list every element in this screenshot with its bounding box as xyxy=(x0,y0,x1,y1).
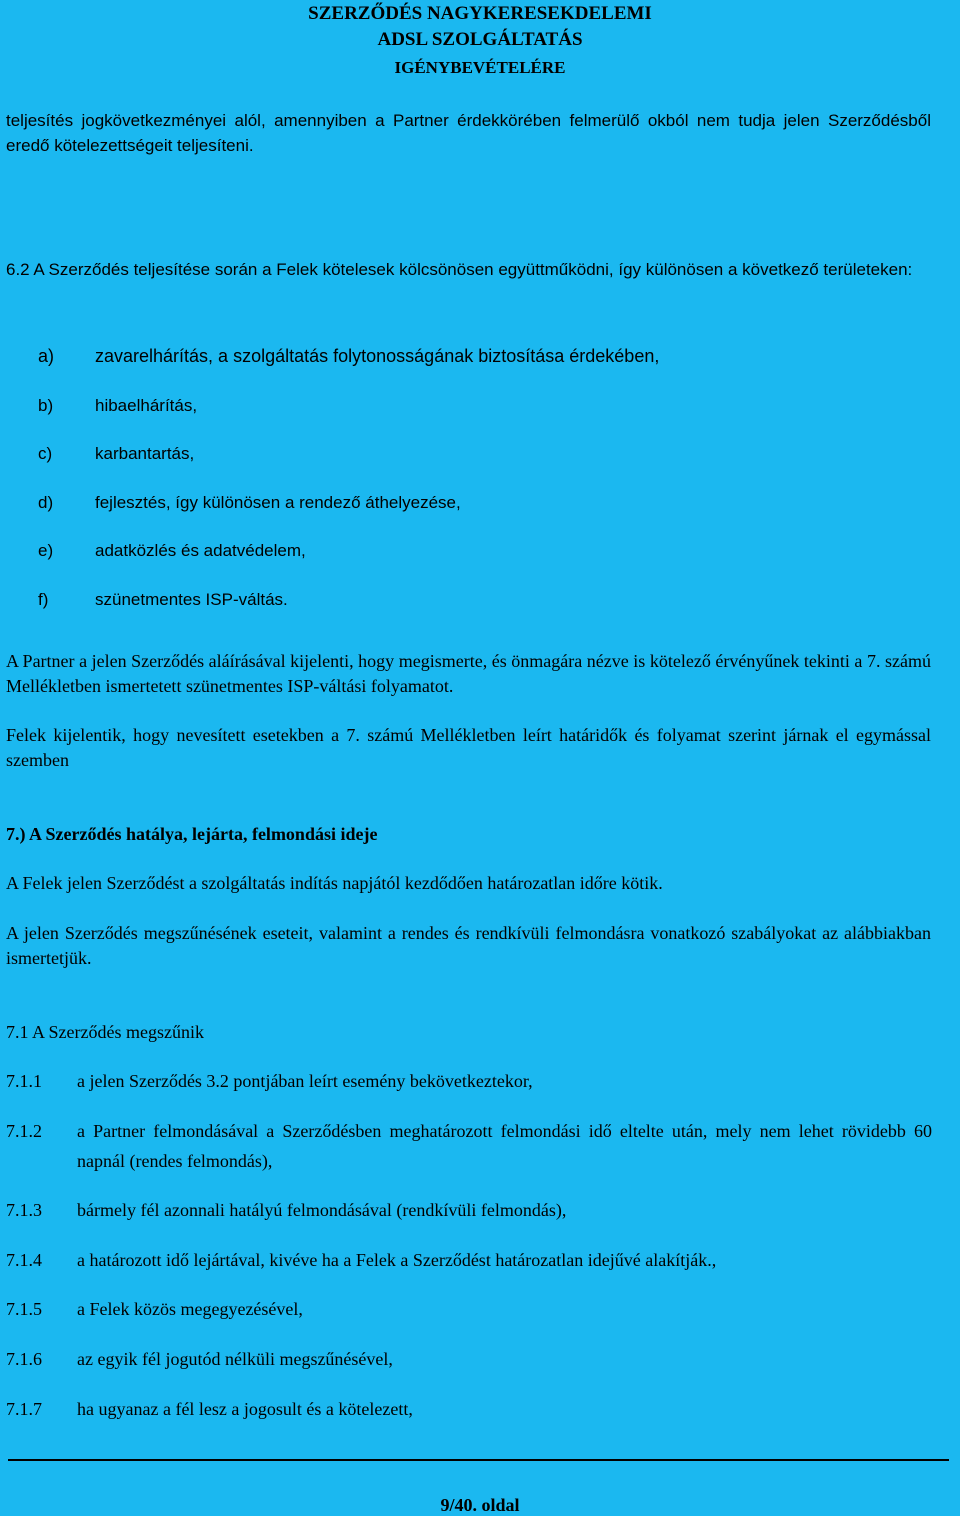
list-item: fejlesztés, így különösen a rendező áthelyezése, xyxy=(95,493,461,512)
list-item: karbantartás, xyxy=(95,444,195,463)
list-item: zavarelhárítás, a szolgáltatás folytonosságának biztosítása érdekében, xyxy=(95,346,660,366)
subsection-number: 7.1.1 xyxy=(6,1071,42,1091)
list-item: hibaelhárítás, xyxy=(95,396,198,415)
subsection-text: bármely fél azonnali hatályú felmondásával (rendkívüli felmondás), xyxy=(77,1200,567,1220)
indefinite-term-paragraph: A Felek jelen Szerződést a szolgáltatás indítás napjától kezdődően határozatlan időre kötik. xyxy=(6,873,663,893)
subsection-number: 7.1.5 xyxy=(6,1299,42,1319)
subsection-text: a Partner felmondásával a Szerződésben meghatározott felmondási idő eltelte után, mely nem lehet rövidebb 60 napnál (rendes felmondás), xyxy=(77,1121,932,1171)
list-marker: e) xyxy=(38,541,54,560)
list-item: adatközlés és adatvédelem, xyxy=(95,541,306,560)
subsection-number: 7.1.2 xyxy=(6,1121,42,1141)
list-marker: f) xyxy=(38,590,49,609)
section-6-2-paragraph: 6.2 A Szerződés teljesítése során a Felek kötelesek kölcsönösen együttműködni, így különösen a következő területeken: xyxy=(6,260,913,279)
list-marker: a) xyxy=(38,346,55,366)
felek-paragraph: Felek kijelentik, hogy nevesített esetekben a 7. számú Mellékletben leírt határidők és folyamat szerint járnak el egymással szemben xyxy=(6,725,931,770)
subsection-text: a határozott idő lejártával, kivéve ha a Felek a Szerződést határozatlan idejűvé alakítják., xyxy=(77,1250,717,1270)
subsection-number: 7.1.3 xyxy=(6,1200,42,1220)
list-marker: b) xyxy=(38,396,54,415)
section-7-1-heading: 7.1 A Szerződés megszűnik xyxy=(6,1022,204,1042)
section-7-heading: 7.) A Szerződés hatálya, lejárta, felmondási ideje xyxy=(6,824,378,844)
list-marker: c) xyxy=(38,444,53,463)
intro-paragraph: teljesítés jogkövetkezményei alól, amennyiben a Partner érdekkörében felmerülő okból nem tudja jelen Szerződésből eredő kötelezettségeit teljesíteni. xyxy=(6,111,931,155)
subsection-text: a jelen Szerződés 3.2 pontjában leírt esemény bekövetkeztekor, xyxy=(77,1071,533,1091)
list-item: szünetmentes ISP-váltás. xyxy=(95,590,288,609)
termination-intro-paragraph: A jelen Szerződés megszűnésének eseteit, valamint a rendes és rendkívüli felmondásra vonatkozó szabályokat az alábbiakban ismertetjük. xyxy=(6,923,931,968)
list-marker: d) xyxy=(38,493,54,512)
subsection-number: 7.1.4 xyxy=(6,1250,42,1270)
header-title-line2: ADSL SZOLGÁLTATÁS xyxy=(377,29,583,50)
footer-divider xyxy=(8,1459,949,1461)
partner-declaration-paragraph: A Partner a jelen Szerződés aláírásával kijelenti, hogy megismerte, és önmagára nézve is kötelező érvényűnek tekinti a 7. számú Mellékletben ismertetett szünetmentes ISP-váltási folyamatot. xyxy=(6,651,931,696)
subsection-number: 7.1.6 xyxy=(6,1349,42,1369)
header-title-line3: IGÉNYBEVÉTELÉRE xyxy=(394,58,566,77)
subsection-text: az egyik fél jogutód nélküli megszűnésével, xyxy=(77,1349,393,1369)
header-title-line1: SZERZŐDÉS NAGYKERESEKDELEMI xyxy=(308,3,652,24)
subsection-text: a Felek közös megegyezésével, xyxy=(77,1299,303,1319)
page-number: 9/40. oldal xyxy=(440,1495,520,1515)
subsection-number: 7.1.7 xyxy=(6,1399,42,1419)
subsection-text: ha ugyanaz a fél lesz a jogosult és a kötelezett, xyxy=(77,1399,413,1419)
